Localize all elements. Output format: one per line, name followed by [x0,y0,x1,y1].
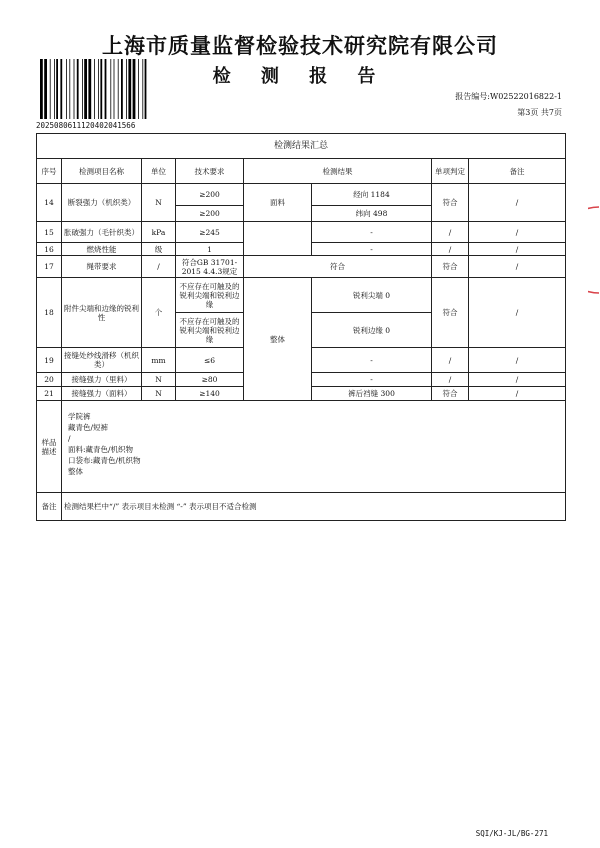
barcode-bar [77,59,79,119]
sample-line: 整体 [68,467,83,476]
summary-title: 检测结果汇总 [37,134,566,159]
row21-remark: / [469,387,566,401]
barcode [40,59,150,119]
row19-verdict: / [432,348,469,373]
row17-seq: 17 [37,256,62,278]
row18-remark: / [469,278,566,348]
barcode-bar [56,59,58,119]
barcode-bar [128,59,131,119]
row21-seq: 21 [37,387,62,401]
sample-line: 藏青色/短裤 [68,423,109,432]
row15-16-part [244,222,312,256]
barcode-bar [84,59,87,119]
results-table [36,133,566,521]
sample-line: 面料:藏青色/机织物 [68,445,134,454]
barcode-bar [138,59,139,119]
row15-item: 胀破强力（毛针织类） [62,222,142,243]
row15-unit: kPa [142,222,176,243]
row18-verdict: 符合 [432,278,469,348]
row21-res: 裤后裆缝 300 [312,387,432,401]
barcode-bar [114,59,115,119]
row17-verdict: 符合 [432,256,469,278]
row15-res: - [312,222,432,243]
row19-seq: 19 [37,348,62,373]
barcode-bar [88,59,91,119]
notes-label: 备注 [37,493,62,521]
header-verdict: 单项判定 [432,159,469,184]
row15-remark: / [469,222,566,243]
header-unit: 单位 [142,159,176,184]
row14-req-b: ≥200 [176,206,244,222]
row14-unit: N [142,184,176,222]
row16-res: - [312,243,432,256]
row16-verdict: / [432,243,469,256]
barcode-bar [44,59,47,119]
barcode-bar [66,59,67,119]
barcode-bar [105,59,107,119]
row19-req: ≤6 [176,348,244,373]
row17-req: 符合GB 31701-2015 4.4.3规定 [176,256,244,278]
row18-res-a: 锐利尖端 0 [312,278,432,313]
sample-line: 口袋布:藏青色/机织物 [68,456,141,465]
barcode-bar [118,59,119,119]
row18-req-a: 不应存在可触及的锐利尖端和锐利边缘 [176,278,244,313]
seal-fragment [588,205,600,295]
header-item: 检测项目名称 [62,159,142,184]
barcode-bar [94,59,95,119]
barcode-bar [40,59,43,119]
row14-part: 面料 [244,184,312,222]
row21-verdict: 符合 [432,387,469,401]
row18-item: 附件尖端和边缘的锐利性 [62,278,142,348]
row16-req: 1 [176,243,244,256]
row14-res-b: 纬向 498 [312,206,432,222]
row20-remark: / [469,373,566,387]
row17-unit: / [142,256,176,278]
row19-remark: / [469,348,566,373]
barcode-bar [145,59,147,119]
row21-unit: N [142,387,176,401]
row18-unit: 个 [142,278,176,348]
row20-unit: N [142,373,176,387]
row16-remark: / [469,243,566,256]
report-title: 检 测 报 告 [212,66,388,87]
barcode-bar [100,59,102,119]
row19-item: 接缝处纱线滑移（机织类） [62,348,142,373]
row14-res-a: 经向 1184 [312,184,432,206]
row14-seq: 14 [37,184,62,222]
row20-item: 接缝强力（里料） [62,373,142,387]
row20-seq: 20 [37,373,62,387]
header-seq: 序号 [37,159,62,184]
barcode-bar [69,59,70,119]
notes-text: 检测结果栏中“/” 表示项目未检测 “-” 表示项目不适合检测 [62,493,566,521]
row20-verdict: / [432,373,469,387]
row18-seq: 18 [37,278,62,348]
row19-res: - [312,348,432,373]
row15-verdict: / [432,222,469,243]
row17-item: 绳带要求 [62,256,142,278]
row16-unit: 级 [142,243,176,256]
row17-remark: / [469,256,566,278]
row16-item: 燃烧性能 [62,243,142,256]
row14-req-a: ≥200 [176,184,244,206]
barcode-bar [126,59,127,119]
report-number: 报告编号:W02522016822-1 [455,92,562,101]
row14-item: 断裂强力（机织类） [62,184,142,222]
row15-req: ≥245 [176,222,244,243]
row16-seq: 16 [37,243,62,256]
row18-21-part: 整体 [244,278,312,401]
row14-verdict: 符合 [432,184,469,222]
header-remark: 备注 [469,159,566,184]
row15-seq: 15 [37,222,62,243]
sample-line: / [68,434,71,443]
barcode-bar [82,59,83,119]
header-result: 检测结果 [244,159,432,184]
row21-item: 接缝强力（面料） [62,387,142,401]
barcode-bar [133,59,136,119]
org-name: 上海市质量监督检验技术研究院有限公司 [102,34,498,58]
row14-remark: / [469,184,566,222]
row20-req: ≥80 [176,373,244,387]
barcode-bar [142,59,143,119]
barcode-bar [50,59,51,119]
row21-req: ≥140 [176,387,244,401]
barcode-bar [74,59,75,119]
barcode-bar [121,59,123,119]
sample-label: 样品描述 [37,401,62,493]
row20-res: - [312,373,432,387]
sample-line: 学院裤 [68,412,91,421]
sample-description [62,401,566,493]
row18-req-b: 不应存在可触及的锐利尖端和锐利边缘 [176,313,244,348]
row17-res: 符合 [244,256,432,278]
barcode-bar [54,59,55,119]
header-requirement: 技术要求 [176,159,244,184]
barcode-number: 2025080611120402041566 [36,121,136,130]
barcode-bar [110,59,111,119]
row19-unit: mm [142,348,176,373]
page-info: 第3页 共7页 [517,108,562,117]
document-code: SQI/KJ-JL/BG-271 [475,829,548,838]
barcode-bar [60,59,62,119]
barcode-bar [98,59,99,119]
row18-res-b: 锐利边缘 0 [312,313,432,348]
